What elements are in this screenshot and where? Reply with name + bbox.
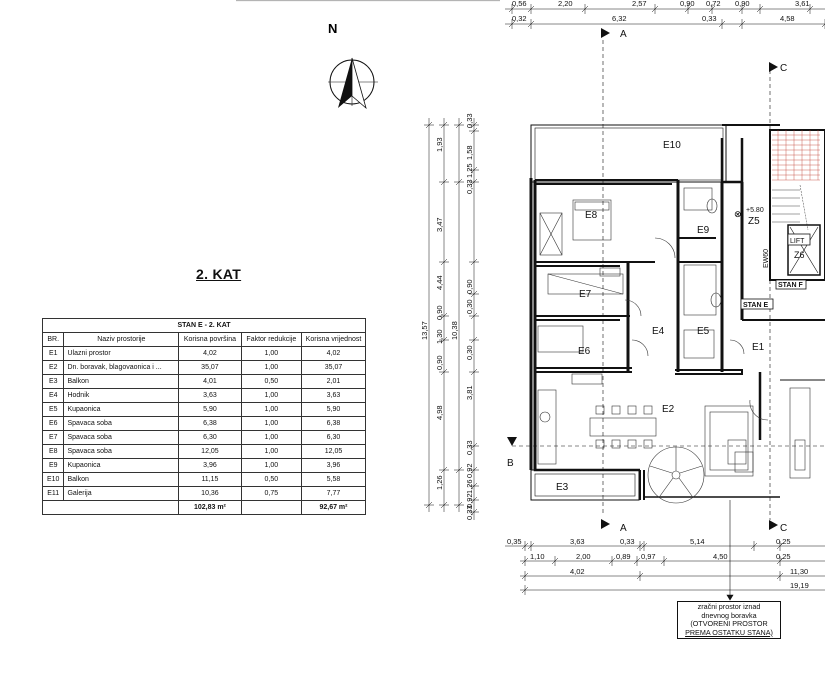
cell-area: 6,38 (179, 417, 241, 431)
cell-code: E9 (43, 459, 64, 473)
dimension-label: 4,02 (570, 567, 585, 576)
north-label: N (328, 21, 338, 36)
dimension-label: 1,26 (435, 475, 444, 490)
cell-name: Hodnik (64, 389, 179, 403)
section-markers (507, 28, 787, 534)
dimension-label: 0,97 (641, 552, 656, 561)
dimension-label: 10,38 (450, 321, 459, 340)
cell-factor: 1,00 (241, 459, 301, 473)
header-value: Korisna vrijednost (301, 333, 365, 347)
cell-code: E11 (43, 487, 64, 501)
dimension-label: 0,92 (465, 493, 474, 508)
cell-code: E1 (43, 347, 64, 361)
cell-value: 35,07 (301, 361, 365, 375)
stan-f-label: STAN F (778, 282, 803, 289)
cell-factor: 1,00 (241, 347, 301, 361)
dimension-label: 0,33 (465, 179, 474, 194)
dimension-label: 0,90 (435, 305, 444, 320)
dimension-label: 0,33 (465, 113, 474, 128)
header-name: Naziv prostorije (64, 333, 179, 347)
dimension-label: 0,90 (465, 279, 474, 294)
cell-value: 5,58 (301, 473, 365, 487)
dimension-label: 0,90 (680, 0, 695, 8)
dimension-label: 0,33 (465, 440, 474, 455)
room-e3: E3 (556, 482, 569, 493)
room-e10: E10 (663, 140, 681, 151)
dimension-label: 2,00 (576, 552, 591, 561)
note-line: PREMA OSTATKU STANA) (685, 627, 773, 637)
level-label: +5.80 (746, 207, 764, 214)
cell-value: 5,90 (301, 403, 365, 417)
dimension-label: 0,89 (616, 552, 631, 561)
section-a-top: A (620, 29, 627, 40)
cell-name: Kupaonica (64, 459, 179, 473)
dimension-label: 0,33 (702, 14, 717, 23)
room-e5: E5 (697, 326, 710, 337)
cell-value: 6,38 (301, 417, 365, 431)
dimension-label: 11,30 (790, 567, 809, 576)
header-area: Korisna površina (179, 333, 241, 347)
cell-factor: 1,00 (241, 431, 301, 445)
section-b: B (507, 458, 514, 469)
cell-code: E8 (43, 445, 64, 459)
plan-walls (531, 125, 825, 500)
dimension-label: 0,30 (465, 345, 474, 360)
cell-name: Dn. boravak, blagovaonica i ... (64, 361, 179, 375)
cell-area: 12,05 (179, 445, 241, 459)
table-title: STAN E - 2. KAT (43, 319, 366, 333)
cell-area: 3,96 (179, 459, 241, 473)
cell-factor: 0,50 (241, 375, 301, 389)
header-factor: Faktor redukcije (241, 333, 301, 347)
cell-code: E4 (43, 389, 64, 403)
cell-area: 6,30 (179, 431, 241, 445)
cell-name: Ulazni prostor (64, 347, 179, 361)
dimension-label: 0,33 (620, 537, 635, 546)
cell-name: Spavaca soba (64, 417, 179, 431)
dimension-label: 2,20 (558, 0, 573, 8)
room-e2: E2 (662, 404, 675, 415)
cell-factor: 1,00 (241, 403, 301, 417)
dimension-label: 0,35 (507, 537, 522, 546)
dimension-label: 3,47 (435, 217, 444, 232)
cell-value: 3,96 (301, 459, 365, 473)
cell-code: E10 (43, 473, 64, 487)
dimension-label: 0,56 (512, 0, 527, 8)
north-arrow-icon (328, 21, 378, 108)
dimension-label: 4,98 (435, 405, 444, 420)
dimension-label: 6,32 (612, 14, 627, 23)
dimension-label: 1,30 (435, 329, 444, 344)
air-space-note (677, 601, 781, 639)
room-z5: Z5 (748, 216, 760, 227)
dimension-label: 5,14 (690, 537, 705, 546)
cell-area: 11,15 (179, 473, 241, 487)
cell-name: Balkon (64, 375, 179, 389)
ew-label: EW60 (763, 248, 770, 268)
cell-value: 6,30 (301, 431, 365, 445)
cell-name: Spavaca soba (64, 431, 179, 445)
dimension-label: 4,44 (435, 275, 444, 290)
cell-factor: 1,00 (241, 417, 301, 431)
level-cross-icon: ⊗ (734, 210, 742, 220)
total-value: 92,67 m² (301, 501, 365, 515)
lift-label: LIFT (790, 238, 805, 245)
room-e7: E7 (579, 289, 592, 300)
cell-name: Galerija (64, 487, 179, 501)
cell-factor: 0,75 (241, 487, 301, 501)
dimension-label: 1,25 (465, 163, 474, 178)
note-line: zračni prostor iznad (697, 602, 761, 611)
floor-title: 2. KAT (196, 266, 242, 282)
cell-factor: 1,00 (241, 389, 301, 403)
room-e9: E9 (697, 225, 710, 236)
cell-factor: 1,00 (241, 361, 301, 375)
cell-area: 5,90 (179, 403, 241, 417)
dimension-labels (420, 0, 810, 590)
cell-value: 2,01 (301, 375, 365, 389)
room-e8: E8 (585, 210, 598, 221)
dimension-label: 4,58 (780, 14, 795, 23)
stairs (772, 185, 808, 230)
dimension-label: 0,25 (776, 552, 791, 561)
dimension-label: 3,61 (795, 0, 810, 8)
dimension-label: 3,81 (465, 385, 474, 400)
dimension-label: 1,10 (530, 552, 545, 561)
room-z6: Z6 (794, 250, 805, 260)
dimension-label: 13,57 (420, 321, 429, 340)
room-e4: E4 (652, 326, 665, 337)
cell-value: 12,05 (301, 445, 365, 459)
cell-name: Balkon (64, 473, 179, 487)
cell-code: E5 (43, 403, 64, 417)
dimension-label: 19,19 (790, 581, 809, 590)
section-c-top: C (780, 63, 788, 74)
dimension-label: 3,63 (570, 537, 585, 546)
dimension-label: 1,93 (435, 137, 444, 152)
dimension-label: 0,92 (465, 463, 474, 478)
cell-code: E3 (43, 375, 64, 389)
cell-name: Spavaca soba (64, 445, 179, 459)
cell-value: 3,63 (301, 389, 365, 403)
cell-area: 4,02 (179, 347, 241, 361)
dimension-label: 0,25 (776, 537, 791, 546)
header-br: BR. (43, 333, 64, 347)
dimension-label: 0,30 (465, 299, 474, 314)
total-area: 102,83 m² (179, 501, 241, 515)
room-e1: E1 (752, 342, 765, 353)
cell-code: E7 (43, 431, 64, 445)
dimension-label: 0,72 (706, 0, 721, 8)
dimension-label: 1,58 (465, 145, 474, 160)
note-line: (OTVORENI PROSTOR (690, 619, 768, 628)
dimension-label: 4,50 (713, 552, 728, 561)
dimension-label: 0,33 (465, 505, 474, 520)
cell-value: 4,02 (301, 347, 365, 361)
note-line: dnevnog boravka (701, 610, 757, 620)
cell-code: E2 (43, 361, 64, 375)
section-a-bottom: A (620, 523, 627, 534)
cell-area: 10,36 (179, 487, 241, 501)
cell-area: 35,07 (179, 361, 241, 375)
cell-value: 7,77 (301, 487, 365, 501)
dimension-label: 1,26 (465, 479, 474, 494)
cell-factor: 0,50 (241, 473, 301, 487)
dimension-label: 0,32 (512, 14, 527, 23)
stan-e-label: STAN E (743, 302, 769, 309)
cell-factor: 1,00 (241, 445, 301, 459)
dimension-label: 0,90 (435, 355, 444, 370)
cell-code: E6 (43, 417, 64, 431)
cell-area: 4,01 (179, 375, 241, 389)
cell-name: Kupaonica (64, 403, 179, 417)
cell-area: 3,63 (179, 389, 241, 403)
stair-hatch (772, 130, 820, 180)
room-e6: E6 (578, 346, 591, 357)
dimension-label: 0,90 (735, 0, 750, 8)
section-c-bottom: C (780, 523, 788, 534)
dimension-label: 2,57 (632, 0, 647, 8)
